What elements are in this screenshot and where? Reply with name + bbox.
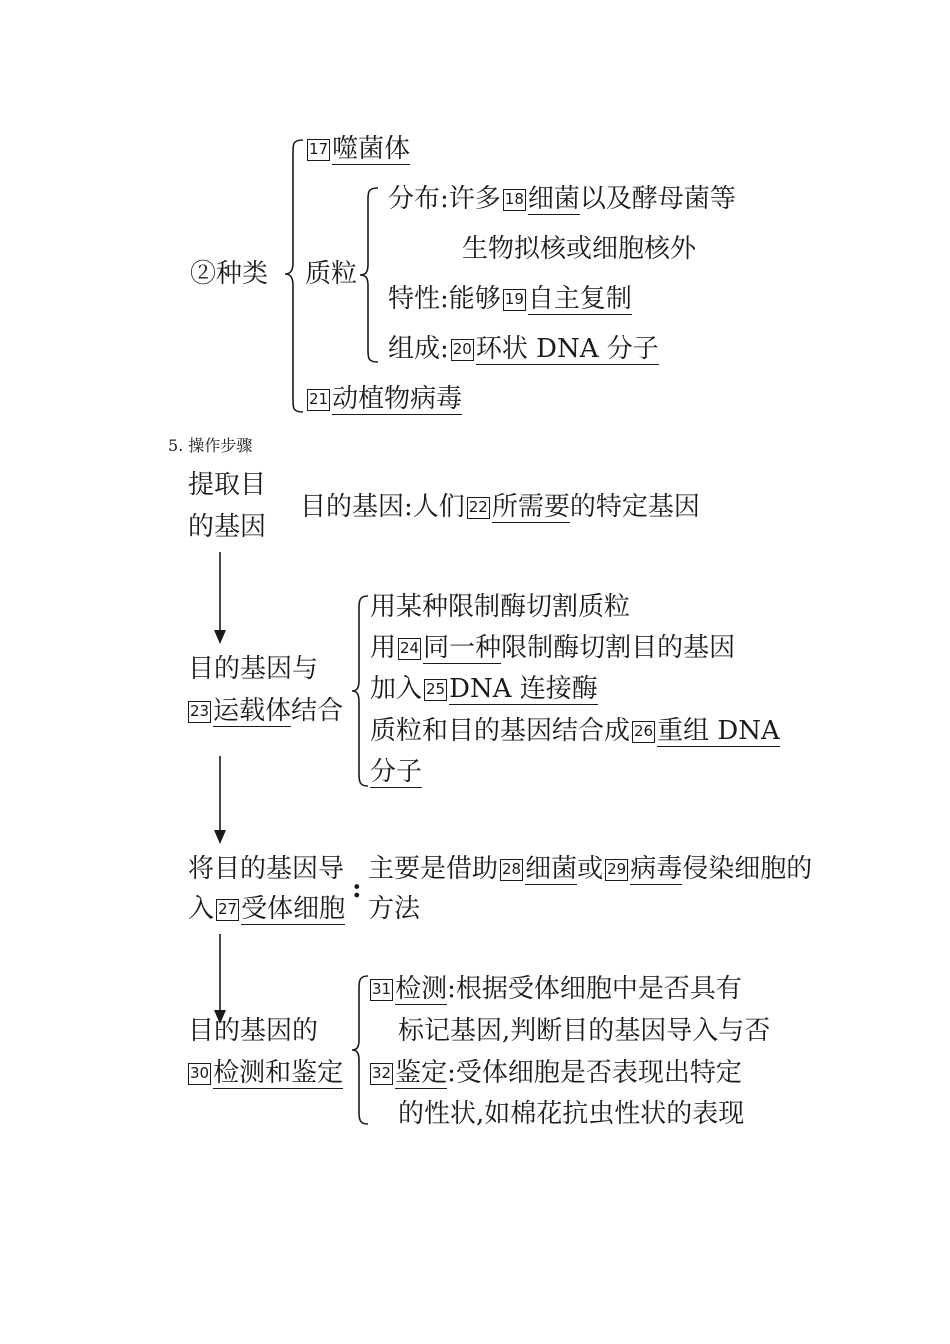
answer-circular-dna: 环状 DNA 分子 bbox=[475, 334, 659, 364]
step3-mid: 或 bbox=[577, 854, 604, 884]
blank-number: 23 bbox=[188, 701, 211, 723]
step4-b-line bbox=[368, 1056, 742, 1090]
types-label: ②种类 bbox=[190, 259, 269, 289]
answer-dna-ligase: DNA 连接酶 bbox=[449, 674, 598, 704]
blank-number: 32 bbox=[370, 1063, 393, 1085]
feat-label: 特性: bbox=[388, 284, 449, 314]
step1-desc-post: 的特定基因 bbox=[569, 492, 700, 522]
answer-phage: 噬菌体 bbox=[332, 134, 411, 164]
step2-l2-post: 限制酶切割目的基因 bbox=[501, 633, 736, 663]
comp-label: 组成: bbox=[388, 334, 449, 364]
step4-b-text: :受体细胞是否表现出特定 bbox=[447, 1058, 742, 1088]
step2-title-1: 目的基因与 bbox=[188, 654, 319, 684]
feature-line bbox=[388, 282, 632, 316]
answer-bacteria-2: 细菌 bbox=[525, 854, 578, 884]
answer-recombinant-dna: 重组 DNA bbox=[657, 716, 780, 746]
distribution-line bbox=[388, 182, 736, 216]
answer-detection: 检测 bbox=[395, 974, 448, 1004]
arrow-down-icon bbox=[214, 934, 226, 1024]
step3-desc-2: 方法 bbox=[368, 894, 421, 924]
plasmid-brace bbox=[358, 186, 382, 364]
step2-line-5 bbox=[370, 755, 422, 789]
distribution-line-2: 生物拟核或细胞核外 bbox=[462, 234, 697, 264]
blank-number: 24 bbox=[398, 638, 421, 660]
step4-title-2 bbox=[186, 1056, 343, 1090]
answer-virus: 动植物病毒 bbox=[332, 384, 463, 414]
blank-number: 28 bbox=[500, 859, 523, 881]
blank-number: 22 bbox=[467, 497, 490, 519]
blank-number: 27 bbox=[216, 899, 239, 921]
step1-desc-pre: 目的基因:人们 bbox=[300, 492, 465, 522]
step2-l2-pre: 用 bbox=[370, 633, 397, 663]
feat-pre: 能够 bbox=[448, 284, 501, 314]
dist-post: 以及酵母菌等 bbox=[579, 184, 736, 214]
step3-desc-post: 侵染细胞的 bbox=[682, 854, 813, 884]
arrow-down-icon bbox=[214, 552, 226, 644]
step2-l3-pre: 加入 bbox=[370, 674, 423, 704]
answer-detection-identification: 检测和鉴定 bbox=[213, 1058, 344, 1088]
step4-a-line-2: 标记基因,判断目的基因导入与否 bbox=[398, 1016, 771, 1046]
answer-vector: 运载体 bbox=[213, 696, 292, 726]
composition-line bbox=[388, 332, 659, 366]
answer-virus-2: 病毒 bbox=[630, 854, 683, 884]
step4-a-line bbox=[368, 972, 742, 1006]
step4-b-line-2: 的性状,如棉花抗虫性状的表现 bbox=[398, 1099, 745, 1129]
blank-number: 31 bbox=[370, 979, 393, 1001]
answer-same-kind: 同一种 bbox=[423, 633, 502, 663]
phage-line bbox=[305, 132, 410, 166]
blank-number: 18 bbox=[503, 189, 526, 211]
step2-line-1: 用某种限制酶切割质粒 bbox=[370, 592, 631, 622]
blank-number: 17 bbox=[307, 139, 330, 161]
step3-desc-pre: 主要是借助 bbox=[368, 854, 499, 884]
step2-brace bbox=[350, 594, 372, 788]
step1-desc bbox=[300, 490, 700, 524]
plasmid-label: 质粒 bbox=[305, 259, 358, 289]
blank-number: 21 bbox=[307, 389, 330, 411]
blank-number: 29 bbox=[605, 859, 628, 881]
answer-recipient-cell: 受体细胞 bbox=[241, 894, 346, 924]
answer-molecule: 分子 bbox=[370, 757, 423, 787]
dist-label: 分布: bbox=[388, 184, 449, 214]
blank-number: 20 bbox=[451, 339, 474, 361]
step3-colon: : bbox=[352, 874, 362, 904]
dist-pre: 许多 bbox=[448, 184, 501, 214]
step3-title-pre: 入 bbox=[188, 894, 215, 924]
virus-line bbox=[305, 382, 462, 416]
step3-title-2 bbox=[188, 892, 345, 926]
types-brace bbox=[283, 138, 307, 414]
step3-desc bbox=[368, 852, 812, 886]
blank-number: 19 bbox=[503, 289, 526, 311]
blank-number: 26 bbox=[632, 721, 655, 743]
answer-identification: 鉴定 bbox=[395, 1058, 448, 1088]
arrow-down-icon bbox=[214, 756, 226, 844]
step2-title-post: 结合 bbox=[291, 696, 344, 726]
step1-title-2: 的基因 bbox=[188, 512, 267, 542]
blank-number: 25 bbox=[424, 679, 447, 701]
step2-title-2 bbox=[186, 694, 343, 728]
answer-self-replication: 自主复制 bbox=[527, 284, 632, 314]
section-heading: 5. 操作步骤 bbox=[168, 436, 253, 455]
answer-needed: 所需要 bbox=[491, 492, 570, 522]
step2-line-3 bbox=[370, 672, 598, 706]
step2-line-4 bbox=[370, 714, 780, 748]
step4-title-1: 目的基因的 bbox=[188, 1016, 319, 1046]
blank-number: 30 bbox=[188, 1063, 211, 1085]
answer-bacteria: 细菌 bbox=[527, 184, 580, 214]
step4-a-text: :根据受体细胞中是否具有 bbox=[447, 974, 742, 1004]
step2-l4-pre: 质粒和目的基因结合成 bbox=[370, 716, 631, 746]
step3-title-1: 将目的基因导 bbox=[188, 854, 345, 884]
step2-line-2 bbox=[370, 631, 735, 665]
step1-title-1: 提取目 bbox=[188, 470, 267, 500]
